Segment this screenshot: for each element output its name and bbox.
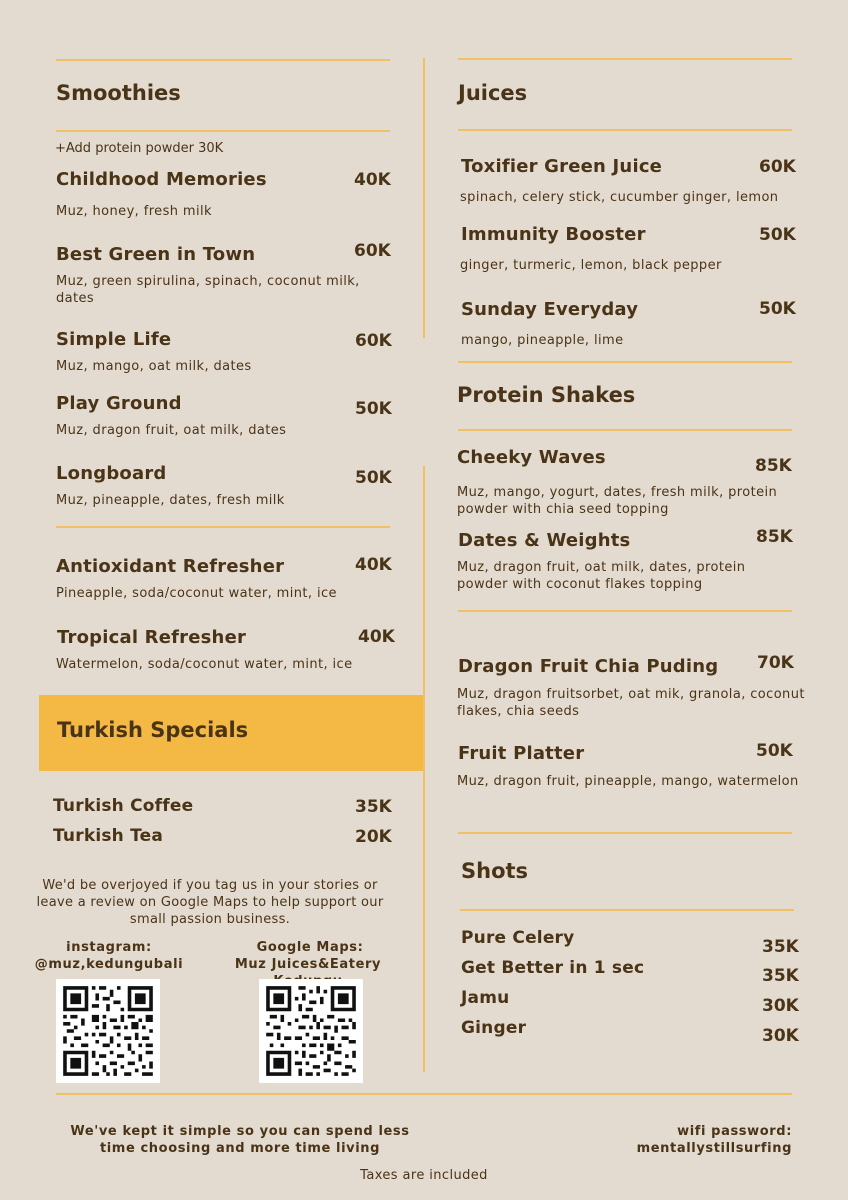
item-price: 50K: [355, 399, 392, 419]
item-desc: Muz, dragon fruit, oat milk, dates: [56, 423, 287, 438]
item-desc: Muz, dragon fruitsorbet, oat mik, granola, coconut flakes, chia seeds: [457, 687, 805, 719]
item-price: 50K: [756, 741, 793, 761]
item-desc: spinach, celery stick, cucumber ginger, lemon: [460, 190, 779, 205]
item-price: 30K: [762, 1026, 799, 1046]
divider: [458, 58, 792, 60]
item-price: 35K: [355, 797, 392, 817]
item-name: Simple Life: [56, 329, 172, 350]
item-desc: Muz, dragon fruit, oat milk, dates, protein powder with coconut flakes topping: [457, 560, 746, 592]
wifi-label: wifi password:: [677, 1124, 792, 1139]
item-price: 85K: [755, 456, 792, 476]
item-price: 40K: [355, 555, 392, 575]
item-desc: Muz, pineapple, dates, fresh milk: [56, 493, 285, 508]
tag-message: We'd be overjoyed if you tag us in your stories or leave a review on Google Maps to help support our small passion business.: [36, 878, 384, 927]
item-desc: Watermelon, soda/coconut water, mint, ice: [56, 657, 353, 672]
item-name: Turkish Tea: [53, 826, 164, 846]
item-name: Childhood Memories: [56, 169, 267, 190]
section-title-smoothies: Smoothies: [56, 81, 181, 105]
protein-powder-note: +Add protein powder 30K: [55, 141, 224, 156]
qr-code-icon[interactable]: [56, 979, 160, 1083]
divider: [56, 130, 390, 132]
item-desc: Pineapple, soda/coconut water, mint, ice: [56, 586, 337, 601]
section-title-juices: Juices: [458, 81, 528, 105]
item-price: 40K: [354, 170, 391, 190]
divider: [458, 429, 792, 431]
item-price: 60K: [354, 241, 391, 261]
item-name: Toxifier Green Juice: [461, 156, 663, 177]
item-desc: Muz, mango, yogurt, dates, fresh milk, protein powder with chia seed topping: [457, 485, 778, 517]
instagram-label: instagram:: [66, 940, 152, 955]
item-price: 70K: [757, 653, 794, 673]
item-price: 30K: [762, 996, 799, 1016]
divider: [56, 526, 390, 528]
qr-code-icon: [56, 979, 160, 1083]
item-name: Dates & Weights: [458, 530, 631, 551]
item-price: 60K: [355, 331, 392, 351]
item-price: 50K: [759, 225, 796, 245]
item-name: Tropical Refresher: [57, 627, 247, 648]
item-name: Play Ground: [56, 393, 182, 414]
divider: [460, 909, 794, 911]
item-name: Antioxidant Refresher: [56, 556, 285, 577]
item-name: Jamu: [461, 988, 510, 1008]
qr-code-icon: [259, 979, 363, 1083]
instagram-handle[interactable]: @muz,kedungubali: [34, 957, 184, 972]
item-name: Cheeky Waves: [457, 447, 606, 468]
item-name: Get Better in 1 sec: [461, 958, 645, 978]
item-name: Fruit Platter: [458, 743, 585, 764]
item-price: 50K: [355, 468, 392, 488]
item-desc: Muz, mango, oat milk, dates: [56, 359, 252, 374]
taxes-note: Taxes are included: [360, 1168, 488, 1183]
item-desc: ginger, turmeric, lemon, black pepper: [460, 258, 722, 273]
google-maps-name[interactable]: Muz Juices&Eatery: [234, 957, 382, 972]
section-title-turkish-specials: Turkish Specials: [57, 718, 249, 742]
column-divider: [423, 58, 425, 338]
footer-slogan: We've kept it simple so you can spend less time choosing and more time living: [70, 1124, 410, 1156]
item-name: Pure Celery: [461, 928, 575, 948]
item-name: Sunday Everyday: [461, 299, 639, 320]
item-name: Turkish Coffee: [53, 796, 194, 816]
divider: [56, 1093, 792, 1095]
item-name: Dragon Fruit Chia Puding: [458, 656, 719, 677]
item-desc: Muz, dragon fruit, pineapple, mango, watermelon: [457, 774, 799, 789]
item-name: Longboard: [56, 463, 167, 484]
item-name: Ginger: [461, 1018, 527, 1038]
item-desc: Muz, honey, fresh milk: [56, 204, 212, 219]
item-name: Immunity Booster: [461, 224, 646, 245]
item-price: 85K: [756, 527, 793, 547]
item-price: 20K: [355, 827, 392, 847]
divider: [56, 59, 390, 61]
wifi-password: mentallystillsurfing: [636, 1141, 792, 1156]
section-title-protein-shakes: Protein Shakes: [457, 383, 636, 407]
divider: [458, 129, 792, 131]
item-price: 60K: [759, 157, 796, 177]
item-name: Best Green in Town: [56, 244, 256, 265]
item-price: 35K: [762, 966, 799, 986]
section-title-shots: Shots: [461, 859, 529, 883]
item-price: 35K: [762, 937, 799, 957]
divider: [458, 361, 792, 363]
item-desc: mango, pineapple, lime: [461, 333, 624, 348]
divider: [458, 610, 792, 612]
google-maps-label: Google Maps:: [256, 940, 364, 955]
item-desc: Muz, green spirulina, spinach, coconut milk, dates: [56, 274, 360, 306]
column-divider: [423, 466, 425, 1072]
divider: [458, 832, 792, 834]
qr-code-icon[interactable]: [259, 979, 363, 1083]
item-price: 40K: [358, 627, 395, 647]
item-price: 50K: [759, 299, 796, 319]
